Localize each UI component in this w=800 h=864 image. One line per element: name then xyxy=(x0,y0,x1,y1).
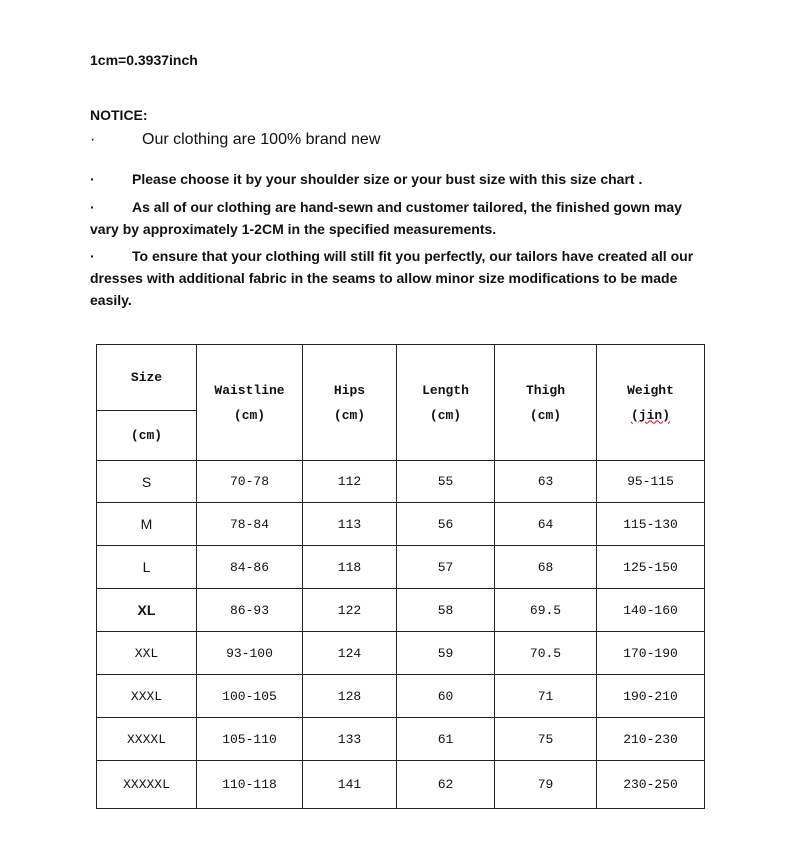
value-cell: 105-110 xyxy=(197,718,303,761)
value-cell: 86-93 xyxy=(197,589,303,632)
size-header: Size xyxy=(97,345,197,411)
header-weight: Weight (jin) xyxy=(597,345,705,461)
conversion-note: 1cm=0.3937inch xyxy=(90,52,198,68)
value-cell: 56 xyxy=(397,503,495,546)
notice-item xyxy=(90,245,710,311)
size-cell: M xyxy=(97,503,197,546)
value-cell: 100-105 xyxy=(197,675,303,718)
header-waistline: Waistline (cm) xyxy=(197,345,303,461)
value-cell: 122 xyxy=(303,589,397,632)
header-hips: Hips (cm) xyxy=(303,345,397,461)
value-cell: 95-115 xyxy=(597,461,705,503)
value-cell: 125-150 xyxy=(597,546,705,589)
value-cell: 63 xyxy=(495,461,597,503)
value-cell: 170-190 xyxy=(597,632,705,675)
notice-text: As all of our clothing are hand-sewn and customer tailored, the finished gown may vary by approximately 1-2CM in the specified measurements. xyxy=(90,199,682,237)
bullet: · xyxy=(90,171,95,187)
value-cell: 69.5 xyxy=(495,589,597,632)
value-cell: 124 xyxy=(303,632,397,675)
value-cell: 110-118 xyxy=(197,761,303,809)
size-chart-table xyxy=(96,344,705,809)
table-row xyxy=(97,718,705,761)
value-cell: 140-160 xyxy=(597,589,705,632)
size-cell: XXL xyxy=(97,632,197,675)
header-thigh: Thigh (cm) xyxy=(495,345,597,461)
value-cell: 128 xyxy=(303,675,397,718)
value-cell: 61 xyxy=(397,718,495,761)
value-cell: 79 xyxy=(495,761,597,809)
value-cell: 141 xyxy=(303,761,397,809)
value-cell: 70.5 xyxy=(495,632,597,675)
size-cell: L xyxy=(97,546,197,589)
table-row xyxy=(97,675,705,718)
size-cell: XL xyxy=(97,589,197,632)
table-row xyxy=(97,761,705,809)
value-cell: 115-130 xyxy=(597,503,705,546)
value-cell: 64 xyxy=(495,503,597,546)
size-cell: XXXL xyxy=(97,675,197,718)
bullet: · xyxy=(90,131,96,148)
table-row xyxy=(97,632,705,675)
table-row xyxy=(97,589,705,632)
value-cell: 58 xyxy=(397,589,495,632)
table-row xyxy=(97,503,705,546)
value-cell: 78-84 xyxy=(197,503,303,546)
bullet: · xyxy=(90,199,95,215)
value-cell: 60 xyxy=(397,675,495,718)
value-cell: 230-250 xyxy=(597,761,705,809)
size-unit: (cm) xyxy=(97,411,197,461)
value-cell: 68 xyxy=(495,546,597,589)
table-row xyxy=(97,461,705,503)
table-row xyxy=(97,546,705,589)
value-cell: 190-210 xyxy=(597,675,705,718)
size-cell: XXXXL xyxy=(97,718,197,761)
value-cell: 84-86 xyxy=(197,546,303,589)
notice-text: To ensure that your clothing will still fit you perfectly, our tailors have created all our dresses with additional fabric in the seams to allow minor size modifications to be made easily. xyxy=(90,248,694,308)
value-cell: 71 xyxy=(495,675,597,718)
size-cell: S xyxy=(97,461,197,503)
notice-text: Our clothing are 100% brand new xyxy=(142,131,381,148)
table-header-row xyxy=(97,345,705,411)
value-cell: 55 xyxy=(397,461,495,503)
value-cell: 57 xyxy=(397,546,495,589)
value-cell: 113 xyxy=(303,503,397,546)
value-cell: 70-78 xyxy=(197,461,303,503)
notice-item xyxy=(90,168,710,190)
value-cell: 75 xyxy=(495,718,597,761)
value-cell: 133 xyxy=(303,718,397,761)
notice-title: NOTICE: xyxy=(90,107,148,123)
value-cell: 112 xyxy=(303,461,397,503)
notice-item xyxy=(90,196,710,240)
value-cell: 59 xyxy=(397,632,495,675)
header-length: Length (cm) xyxy=(397,345,495,461)
value-cell: 118 xyxy=(303,546,397,589)
size-cell: XXXXXL xyxy=(97,761,197,809)
value-cell: 210-230 xyxy=(597,718,705,761)
value-cell: 62 xyxy=(397,761,495,809)
bullet: · xyxy=(90,248,95,264)
value-cell: 93-100 xyxy=(197,632,303,675)
notice-item xyxy=(90,131,380,149)
notice-text: Please choose it by your shoulder size or your bust size with this size chart . xyxy=(132,171,643,187)
